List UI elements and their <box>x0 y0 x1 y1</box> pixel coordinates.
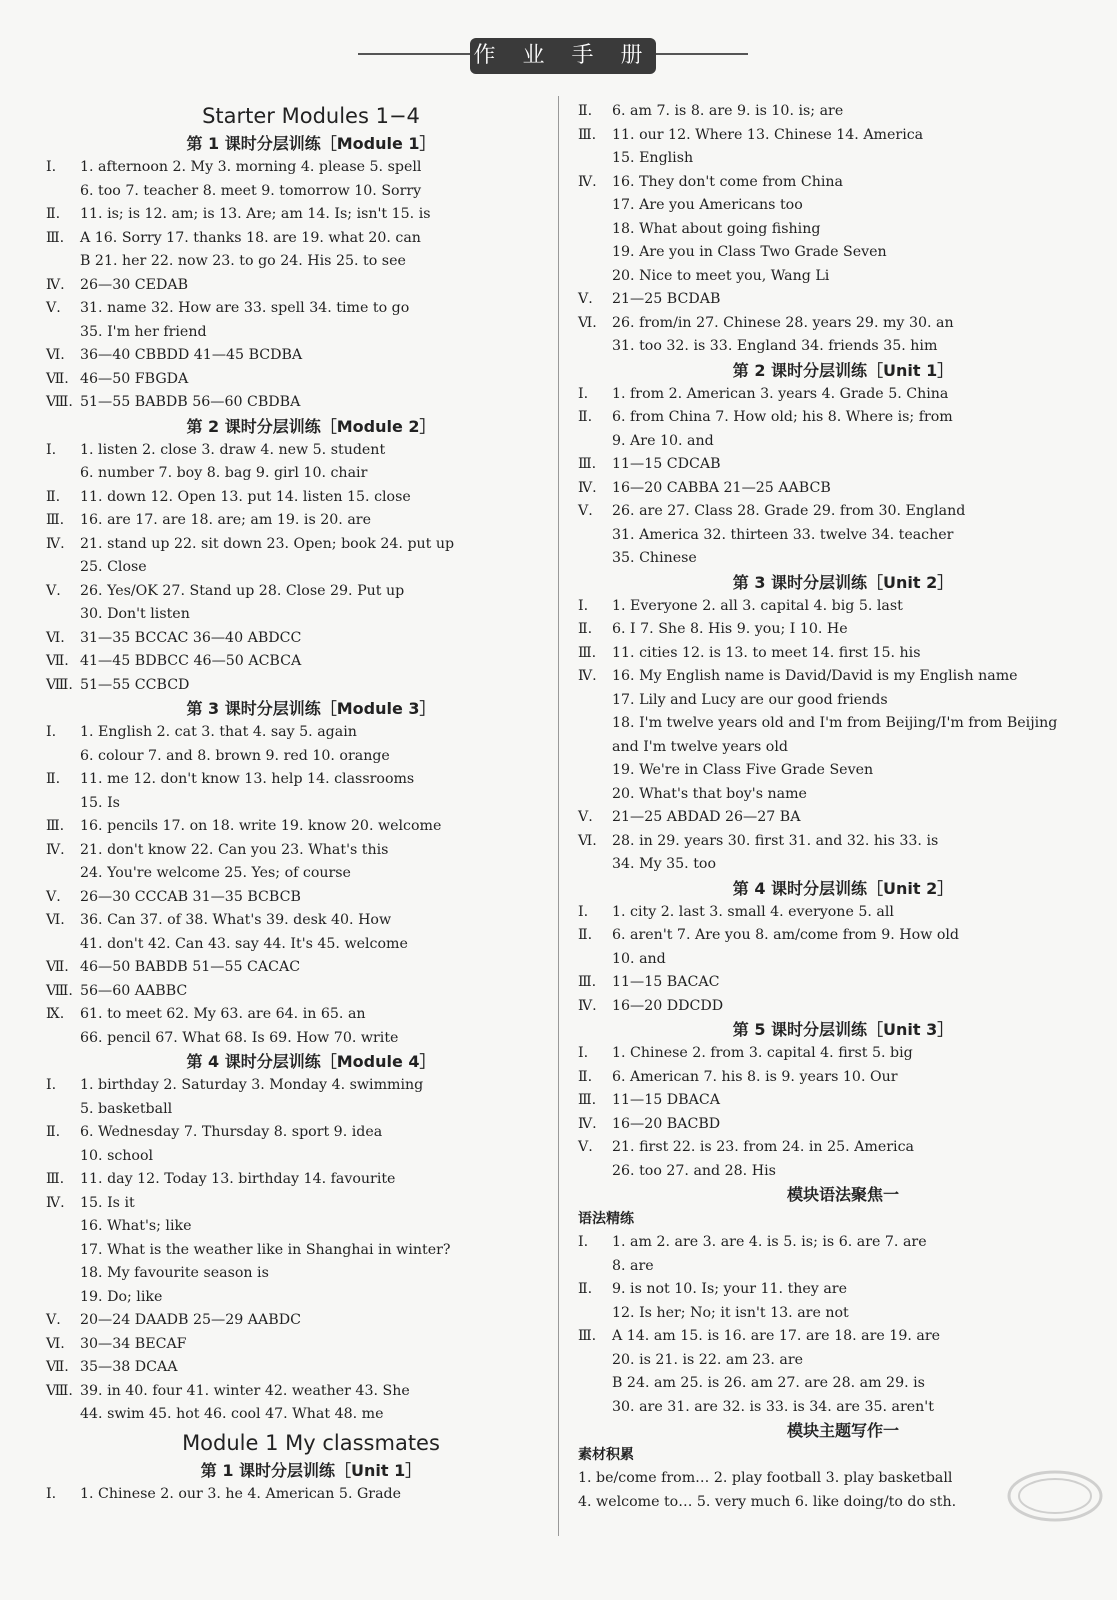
question-group-marker: Ⅲ. <box>578 126 597 143</box>
answer-line <box>46 1239 576 1263</box>
answer-text: 41. don't 42. Can 43. say 44. It's 45. welcome <box>80 935 408 952</box>
answer-line <box>46 156 576 180</box>
left-column <box>46 100 576 1506</box>
answer-line <box>578 806 1108 830</box>
answer-text: 18. I'm twelve years old and I'm from Beijing/I'm from Beijing <box>612 715 1058 731</box>
answer-text: 1. Chinese 2. our 3. he 4. American 5. Grade <box>80 1485 402 1502</box>
answer-line <box>46 1286 576 1310</box>
section-title: 第 4 课时分层训练［Unit 2］ <box>732 878 954 898</box>
question-group-marker: Ⅱ. <box>578 1068 593 1085</box>
answer-text: 26. from/in 27. Chinese 28. years 29. my 30. an <box>612 314 954 331</box>
answer-line <box>578 124 1108 148</box>
answer-line <box>578 783 1108 807</box>
question-group-marker: Ⅰ. <box>46 1077 57 1093</box>
section-title: 第 4 课时分层训练［Module 4］ <box>186 1052 436 1071</box>
answer-line <box>46 180 576 204</box>
module-title: Starter Modules 1−4 <box>202 104 420 128</box>
question-group-marker: Ⅵ. <box>46 347 65 363</box>
header-rule-right <box>656 53 748 55</box>
answer-line <box>578 524 1108 548</box>
answer-text: A 14. am 15. is 16. are 17. are 18. are 19. are <box>612 1328 941 1344</box>
answer-line <box>578 100 1108 124</box>
question-group-marker: Ⅴ. <box>578 291 593 307</box>
question-group-marker: Ⅱ. <box>578 1281 593 1297</box>
answer-text: 66. pencil 67. What 68. Is 69. How 70. write <box>80 1029 399 1046</box>
answer-text: 51—55 CCBCD <box>80 676 190 693</box>
watermark-stamp-icon <box>1005 1468 1105 1524</box>
answer-line <box>578 288 1108 312</box>
question-group-marker: Ⅵ. <box>578 832 597 849</box>
answer-line <box>46 1168 576 1192</box>
answer-text: 1. listen 2. close 3. draw 4. new 5. student <box>80 441 386 458</box>
question-group-marker: Ⅰ. <box>578 1045 589 1061</box>
section-title: 第 1 课时分层训练［Module 1］ <box>186 134 436 153</box>
answer-line <box>46 886 576 910</box>
answer-line <box>578 1113 1108 1137</box>
answer-line <box>578 171 1108 195</box>
subsection-title: 语法精练 <box>578 1211 634 1227</box>
answer-text: 26. too 27. and 28. His <box>612 1162 776 1179</box>
answer-line <box>46 297 576 321</box>
answer-line <box>46 227 576 251</box>
answer-text: 44. swim 45. hot 46. cool 47. What 48. me <box>80 1406 384 1422</box>
answer-line <box>578 194 1108 218</box>
question-group-marker: Ⅰ. <box>46 159 57 175</box>
answer-line <box>578 1160 1108 1184</box>
answer-text: 6. number 7. boy 8. bag 9. girl 10. chair <box>80 465 368 481</box>
answer-text: B 24. am 25. is 26. am 27. are 28. am 29. is <box>612 1375 925 1391</box>
answer-text: 11—15 DBACA <box>612 1092 720 1108</box>
answer-line <box>578 1349 1108 1373</box>
answer-text: 39. in 40. four 41. winter 42. weather 43. She <box>80 1382 410 1399</box>
question-group-marker: Ⅰ. <box>578 597 589 614</box>
section-title: 第 2 课时分层训练［Unit 1］ <box>732 360 954 380</box>
answer-line <box>46 1027 576 1051</box>
answer-line <box>46 745 576 769</box>
question-group-marker: Ⅳ. <box>46 1194 65 1211</box>
answer-line <box>578 1372 1108 1396</box>
answer-text: 18. What about going fishing <box>612 220 821 237</box>
question-group-marker: Ⅲ. <box>46 229 65 246</box>
answer-line <box>46 1333 576 1357</box>
answer-text: 11. day 12. Today 13. birthday 14. favourite <box>80 1171 396 1187</box>
answer-text: 1. Everyone 2. all 3. capital 4. big 5. last <box>612 597 903 614</box>
answer-line <box>578 1066 1108 1090</box>
answer-text: 26. Yes/OK 27. Stand up 28. Close 29. Put up <box>80 582 405 599</box>
answer-line <box>578 924 1108 948</box>
answer-line <box>46 603 576 627</box>
answer-text: 12. Is her; No; it isn't 13. are not <box>612 1304 849 1321</box>
answer-text: 20—24 DAADB 25—29 AABDC <box>80 1312 301 1328</box>
answer-text: 16—20 DDCDD <box>612 997 724 1014</box>
question-group-marker: Ⅳ. <box>578 173 597 190</box>
answer-line <box>46 1309 576 1333</box>
question-group-marker: Ⅳ. <box>578 997 597 1014</box>
question-group-marker: Ⅳ. <box>46 841 65 858</box>
answer-text: 35—38 DCAA <box>80 1359 178 1375</box>
question-group-marker: Ⅳ. <box>578 479 597 496</box>
question-group-marker: Ⅸ. <box>46 1006 65 1022</box>
answer-line <box>46 580 576 604</box>
answer-text: 21—25 BCDAB <box>612 291 721 307</box>
answer-text: 20. Nice to meet you, Wang Li <box>612 267 830 284</box>
answer-text: 6. aren't 7. Are you 8. am/come from 9. How old <box>612 927 960 943</box>
answer-text: 25. Close <box>80 559 147 575</box>
answer-line <box>46 768 576 792</box>
answer-line <box>46 1192 576 1216</box>
answer-text: 20. is 21. is 22. am 23. are <box>612 1351 804 1368</box>
answer-text: 11—15 BACAC <box>612 974 720 990</box>
answer-line <box>46 1403 576 1427</box>
answer-line <box>46 909 576 933</box>
answer-line <box>46 250 576 274</box>
answer-line <box>46 1074 576 1098</box>
answer-line <box>578 1325 1108 1349</box>
answer-text: 10. school <box>80 1147 154 1164</box>
section-title: 第 5 课时分层训练［Unit 3］ <box>732 1020 954 1039</box>
answer-text: 21—25 ABDAD 26—27 BA <box>612 809 801 825</box>
answer-line <box>578 736 1108 760</box>
answer-line <box>578 1042 1108 1066</box>
answer-line <box>46 674 576 698</box>
answer-text: 8. are <box>612 1257 654 1274</box>
answer-text: 11—15 CDCAB <box>612 456 721 472</box>
question-group-marker: Ⅰ. <box>578 903 589 920</box>
answer-text: 28. in 29. years 30. first 31. and 32. his 33. is <box>612 832 939 849</box>
answer-text: 10. and <box>612 950 666 967</box>
answer-text: 24. You're welcome 25. Yes; of course <box>80 865 351 881</box>
answer-line <box>46 1215 576 1239</box>
section-title: 模块语法聚焦一 <box>786 1185 899 1204</box>
answer-text: 1. birthday 2. Saturday 3. Monday 4. swimming <box>80 1077 424 1093</box>
question-group-marker: Ⅷ. <box>46 676 73 693</box>
answer-text: 35. I'm her friend <box>80 323 207 340</box>
question-group-marker: Ⅱ. <box>46 206 61 222</box>
answer-line <box>578 335 1108 359</box>
answer-line <box>578 642 1108 666</box>
question-group-marker: Ⅶ. <box>46 1359 69 1375</box>
answer-text: 1. from 2. American 3. years 4. Grade 5. China <box>612 385 949 402</box>
answer-text: 41—45 BDBCC 46—50 ACBCA <box>80 653 302 669</box>
answer-text: 30. are 31. are 32. is 33. is 34. are 35. aren't <box>612 1398 934 1415</box>
answer-text: 21. stand up 22. sit down 23. Open; book 24. put up <box>80 535 455 552</box>
question-group-marker: Ⅴ. <box>46 888 61 905</box>
question-group-marker: Ⅴ. <box>46 300 61 316</box>
answer-text: 51—55 BABDB 56—60 CBDBA <box>80 394 301 410</box>
answer-text: 31. too 32. is 33. England 34. friends 35. him <box>612 338 938 354</box>
answer-text: 11. our 12. Where 13. Chinese 14. America <box>612 126 924 143</box>
answer-line <box>46 627 576 651</box>
answer-text: 61. to meet 62. My 63. are 64. in 65. an <box>80 1006 366 1022</box>
answer-line <box>578 618 1108 642</box>
answer-line <box>46 439 576 463</box>
answer-text: 16—20 CABBA 21—25 AABCB <box>612 479 831 496</box>
question-group-marker: Ⅱ. <box>46 771 61 787</box>
answer-text: 5. basketball <box>80 1100 173 1117</box>
module-title: Module 1 My classmates <box>182 1430 440 1455</box>
answer-line <box>46 721 576 745</box>
answer-text: 16. pencils 17. on 18. write 19. know 20. welcome <box>80 818 442 834</box>
answer-text: 36—40 CBBDD 41—45 BCDBA <box>80 347 303 363</box>
answer-line <box>578 265 1108 289</box>
answer-text: 17. Lily and Lucy are our good friends <box>612 691 888 708</box>
answer-line <box>46 1262 576 1286</box>
answer-text: 4. welcome to… 5. very much 6. like doing/to do sth. <box>578 1493 957 1510</box>
answer-text: A 16. Sorry 17. thanks 18. are 19. what 20. can <box>80 229 421 246</box>
answer-text: 34. My 35. too <box>612 856 716 872</box>
answer-text: 26—30 CEDAB <box>80 276 189 293</box>
question-group-marker: Ⅴ. <box>46 582 61 599</box>
answer-line <box>46 486 576 510</box>
question-group-marker: Ⅷ. <box>46 394 73 410</box>
answer-line <box>578 689 1108 713</box>
answer-line <box>46 368 576 392</box>
answer-text: 1. afternoon 2. My 3. morning 4. please 5. spell <box>80 159 422 175</box>
answer-text: 56—60 AABBC <box>80 982 188 999</box>
answer-line <box>578 595 1108 619</box>
answer-line <box>46 980 576 1004</box>
answer-text: 9. Are 10. and <box>612 432 714 449</box>
answer-text: 31—35 BCCAC 36—40 ABDCC <box>80 629 302 646</box>
answer-text: 15. Is <box>80 794 120 811</box>
answer-text: 6. too 7. teacher 8. meet 9. tomorrow 10. Sorry <box>80 182 422 199</box>
answer-text: 18. My favourite season is <box>80 1265 269 1281</box>
question-group-marker: Ⅴ. <box>46 1312 61 1328</box>
answer-line <box>46 533 576 557</box>
section-title: 第 1 课时分层训练［Unit 1］ <box>200 1460 422 1480</box>
answer-text: 31. America 32. thirteen 33. twelve 34. teacher <box>612 526 954 543</box>
answer-line <box>578 971 1108 995</box>
answer-line <box>578 1136 1108 1160</box>
question-group-marker: Ⅳ. <box>46 535 65 552</box>
answer-line <box>578 453 1108 477</box>
answer-line <box>46 321 576 345</box>
answer-line <box>46 839 576 863</box>
answer-line <box>578 218 1108 242</box>
answer-line <box>578 1302 1108 1326</box>
answer-line <box>578 1231 1108 1255</box>
answer-text: 30—34 BECAF <box>80 1335 187 1352</box>
answer-text: 17. Are you Americans too <box>612 197 803 213</box>
answer-line <box>578 712 1108 736</box>
answer-line <box>578 147 1108 171</box>
answer-text: 6. I 7. She 8. His 9. you; I 10. He <box>612 621 848 637</box>
answer-line <box>46 391 576 415</box>
answer-text: 11. down 12. Open 13. put 14. listen 15. close <box>80 488 411 505</box>
question-group-marker: Ⅰ. <box>46 441 57 458</box>
section-title: 模块主题写作一 <box>786 1421 899 1440</box>
answer-text: 1. English 2. cat 3. that 4. say 5. again <box>80 724 357 740</box>
answer-text: 1. be/come from… 2. play football 3. play basketball <box>578 1470 953 1486</box>
question-group-marker: Ⅴ. <box>578 1139 593 1155</box>
answer-text: 16. are 17. are 18. are; am 19. is 20. are <box>80 512 371 528</box>
question-group-marker: Ⅲ. <box>578 1328 597 1344</box>
question-group-marker: Ⅶ. <box>46 959 69 975</box>
question-group-marker: Ⅳ. <box>578 668 597 684</box>
answer-text: 6. am 7. is 8. are 9. is 10. is; are <box>612 103 844 119</box>
question-group-marker: Ⅲ. <box>578 974 597 990</box>
answer-line <box>46 862 576 886</box>
answer-line <box>46 815 576 839</box>
answer-text: 21. don't know 22. Can you 23. What's this <box>80 841 389 858</box>
section-title: 第 3 课时分层训练［Unit 2］ <box>732 572 954 592</box>
answer-line <box>46 203 576 227</box>
answer-text: 6. Wednesday 7. Thursday 8. sport 9. idea <box>80 1124 383 1140</box>
answer-text: 19. Do; like <box>80 1288 163 1305</box>
question-group-marker: Ⅲ. <box>46 818 65 834</box>
answer-text: and I'm twelve years old <box>612 738 788 755</box>
answer-text: 36. Can 37. of 38. What's 39. desk 40. How <box>80 912 392 928</box>
section-title: 第 2 课时分层训练［Module 2］ <box>186 416 436 436</box>
answer-text: 1. am 2. are 3. are 4. is 5. is; is 6. are 7. are <box>612 1234 927 1250</box>
answer-text: B 21. her 22. now 23. to go 24. His 25. to see <box>80 253 406 269</box>
answer-line <box>46 1380 576 1404</box>
answer-text: 6. colour 7. and 8. brown 9. red 10. orange <box>80 747 390 764</box>
question-group-marker: Ⅲ. <box>578 644 597 661</box>
question-group-marker: Ⅱ. <box>46 488 61 505</box>
answer-text: 20. What's that boy's name <box>612 785 807 802</box>
question-group-marker: Ⅶ. <box>46 653 69 669</box>
answer-text: 16—20 BACBD <box>612 1115 721 1132</box>
answer-line <box>578 759 1108 783</box>
question-group-marker: Ⅶ. <box>46 370 69 387</box>
question-group-marker: Ⅲ. <box>578 456 597 472</box>
question-group-marker: Ⅰ. <box>46 1485 57 1502</box>
page-header-title: 作 业 手 册 <box>470 38 656 74</box>
question-group-marker: Ⅳ. <box>46 276 65 293</box>
answer-text: 11. me 12. don't know 13. help 14. classrooms <box>80 771 415 787</box>
answer-text: 6. from China 7. How old; his 8. Where is; from <box>612 409 953 425</box>
answer-line <box>578 500 1108 524</box>
answer-text: 26—30 CCCAB 31—35 BCBCB <box>80 888 301 905</box>
answer-line <box>46 1483 576 1507</box>
answer-text: 17. What is the weather like in Shanghai in winter? <box>80 1241 451 1258</box>
answer-line <box>578 383 1108 407</box>
question-group-marker: Ⅳ. <box>578 1115 597 1132</box>
section-title: 第 3 课时分层训练［Module 3］ <box>186 699 436 718</box>
question-group-marker: Ⅵ. <box>578 314 597 331</box>
right-column <box>578 100 1108 1514</box>
question-group-marker: Ⅱ. <box>578 409 593 425</box>
answer-line <box>46 933 576 957</box>
answer-text: 11. is; is 12. am; is 13. Are; am 14. Is; isn't 15. is <box>80 206 431 222</box>
answer-text: 46—50 BABDB 51—55 CACAC <box>80 959 301 975</box>
answer-text: 26. are 27. Class 28. Grade 29. from 30. England <box>612 503 966 519</box>
question-group-marker: Ⅴ. <box>578 809 593 825</box>
question-group-marker: Ⅵ. <box>46 629 65 646</box>
question-group-marker: Ⅲ. <box>578 1092 597 1108</box>
answer-text: 15. English <box>612 150 694 166</box>
question-group-marker: Ⅰ. <box>578 385 589 402</box>
answer-line <box>46 792 576 816</box>
question-group-marker: Ⅱ. <box>578 103 593 119</box>
answer-line <box>46 1145 576 1169</box>
answer-text: 9. is not 10. Is; your 11. they are <box>612 1281 847 1297</box>
question-group-marker: Ⅰ. <box>46 724 57 740</box>
answer-text: 15. Is it <box>80 1194 135 1211</box>
answer-line <box>578 853 1108 877</box>
answer-line <box>578 901 1108 925</box>
answer-line <box>46 1003 576 1027</box>
answer-line <box>578 830 1108 854</box>
question-group-marker: Ⅵ. <box>46 912 65 928</box>
answer-text: 19. We're in Class Five Grade Seven <box>612 762 874 778</box>
question-group-marker: Ⅱ. <box>578 621 593 637</box>
answer-line <box>578 1278 1108 1302</box>
subsection-title: 素材积累 <box>578 1447 634 1463</box>
answer-text: 31. name 32. How are 33. spell 34. time to go <box>80 300 410 316</box>
answer-line <box>578 547 1108 571</box>
answer-text: 19. Are you in Class Two Grade Seven <box>612 244 887 260</box>
question-group-marker: Ⅷ. <box>46 982 73 999</box>
answer-line <box>578 1089 1108 1113</box>
answer-line <box>578 477 1108 501</box>
answer-line <box>578 948 1108 972</box>
answer-text: 21. first 22. is 23. from 24. in 25. America <box>612 1139 914 1155</box>
answer-line <box>46 556 576 580</box>
header-rule-left <box>358 53 470 55</box>
answer-line <box>578 312 1108 336</box>
answer-line <box>46 650 576 674</box>
answer-line <box>46 344 576 368</box>
answer-text: 35. Chinese <box>612 550 697 566</box>
answer-line <box>46 956 576 980</box>
answer-text: 16. They don't come from China <box>612 173 843 190</box>
answer-text: 46—50 FBGDA <box>80 370 189 387</box>
question-group-marker: Ⅵ. <box>46 1335 65 1352</box>
answer-line <box>578 406 1108 430</box>
answer-line <box>578 1255 1108 1279</box>
answer-text: 11. cities 12. is 13. to meet 14. first 15. his <box>612 644 921 661</box>
question-group-marker: Ⅱ. <box>46 1124 61 1140</box>
answer-text: 1. city 2. last 3. small 4. everyone 5. all <box>612 903 894 920</box>
answer-line <box>46 462 576 486</box>
answer-text: 1. Chinese 2. from 3. capital 4. first 5. big <box>612 1045 913 1061</box>
question-group-marker: Ⅴ. <box>578 503 593 519</box>
question-group-marker: Ⅰ. <box>578 1234 589 1250</box>
answer-line <box>46 274 576 298</box>
answer-line <box>578 430 1108 454</box>
answer-line <box>578 995 1108 1019</box>
answer-text: 30. Don't listen <box>80 606 190 622</box>
answer-line <box>46 509 576 533</box>
question-group-marker: Ⅱ. <box>578 927 593 943</box>
answer-line <box>46 1121 576 1145</box>
answer-line <box>46 1098 576 1122</box>
answer-line <box>578 665 1108 689</box>
question-group-marker: Ⅲ. <box>46 1171 65 1187</box>
answer-text: 16. My English name is David/David is my English name <box>612 668 1018 684</box>
answer-text: 16. What's; like <box>80 1218 192 1234</box>
answer-text: 6. American 7. his 8. is 9. years 10. Our <box>612 1068 898 1085</box>
answer-line <box>46 1356 576 1380</box>
answer-line <box>578 241 1108 265</box>
question-group-marker: Ⅲ. <box>46 512 65 528</box>
answer-line <box>578 1396 1108 1420</box>
question-group-marker: Ⅷ. <box>46 1382 73 1399</box>
